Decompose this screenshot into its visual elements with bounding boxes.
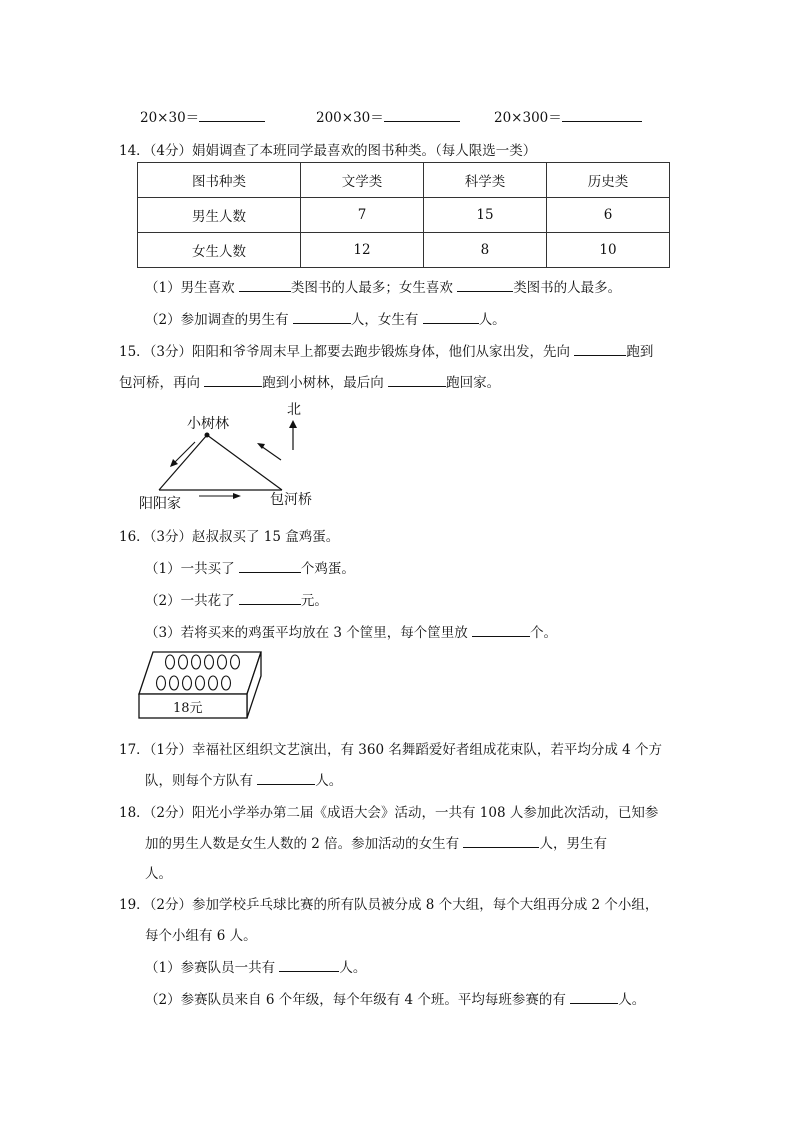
q17-line1: 17．（1分）幸福社区组织文艺演出，有 360 名舞蹈爱好者组成花束队，若平均分成 4 个方 [119,742,663,758]
answer-blank[interactable] [257,771,315,785]
table-header-cell: 图书种类 [138,163,301,198]
north-arrow-icon [289,420,297,450]
survey-table [137,162,670,268]
answer-blank[interactable] [463,834,539,848]
answer-blank[interactable] [562,108,642,122]
table-cell: 10 [546,233,669,268]
answer-blank[interactable] [472,623,530,637]
answer-blank[interactable] [239,559,301,573]
q18-line2 [145,832,607,852]
north-label: 北 [287,402,301,418]
arrow-home-to-bridge-icon [199,493,241,499]
q16-p1-text-a: （1）一共买了 [145,561,235,577]
q14-p2-text-c: 人。 [478,312,506,328]
q19-line1: 19．（2分）参加学校乒乓球比赛的所有队员被分成 8 个大组，每个大组再分成 2 个小组， [119,897,659,913]
q17-text-a: 队，则每个方队有 [145,773,253,789]
q16-part2 [145,589,328,609]
answer-blank[interactable] [574,342,626,356]
q19-line2: 每个小组有 6 人。 [145,928,257,944]
q15-text-e: 跑回家。 [446,375,501,391]
q14-part1 [145,276,621,296]
answer-blank[interactable] [239,591,301,605]
table-cell: 女生人数 [138,233,301,268]
q14-p2-text-a: （2）参加调查的男生有 [145,312,289,328]
q15-text-a: 15．（3分）阳阳和爷爷周末早上都要去跑步锻炼身体，他们从家出发，先向 [119,344,571,360]
table-header-cell: 历史类 [546,163,669,198]
q16-p3-text-b: 个。 [530,625,558,641]
forest-label: 小树林 [187,416,229,432]
q16-part1 [145,557,355,577]
answer-blank[interactable] [570,990,618,1004]
price-label: 18元 [173,701,203,716]
route-line-bridge-forest [207,435,282,490]
answer-blank[interactable] [204,373,262,387]
home-label: 阳阳家 [139,496,181,512]
table-cell: 8 [423,233,546,268]
q16-stem: 16．（3分）赵叔叔买了 15 盒鸡蛋。 [119,529,340,545]
q19-p1-text-b: 人。 [339,960,367,976]
q16-p3-text-a: （3）若将买来的鸡蛋平均放在 3 个筐里，每个筐里放 [145,625,468,641]
table-cell: 15 [423,198,546,233]
answer-blank[interactable] [293,310,351,324]
bridge-label: 包河桥 [270,492,312,508]
table-row [138,198,670,233]
q19-p2-text-b: 人。 [618,992,646,1008]
q16-p2-text-b: 元。 [300,593,328,609]
q15-text-c: 包河桥，再向 [119,375,200,391]
table-row [138,233,670,268]
q14-part2 [145,308,506,328]
answer-blank[interactable] [279,958,339,972]
table-header-row [138,163,670,198]
table-cell: 7 [301,198,424,233]
q18-line3: 人。 [145,866,172,882]
q14-p2-text-b: 人，女生有 [350,312,419,328]
answer-blank[interactable] [384,108,460,122]
q18-text-a: 加的男生人数是女生人数的 2 倍。参加活动的女生有 [145,836,460,852]
q13-a-text: 20×30＝ [140,110,200,126]
table-cell: 6 [546,198,669,233]
answer-blank[interactable] [239,278,291,292]
q19-p1-text-a: （1）参赛队员一共有 [145,960,276,976]
route-map-figure [137,398,327,510]
table-header-cell: 科学类 [423,163,546,198]
route-line-forest-home [159,435,207,490]
q18-text-b: 人，男生有 [539,836,607,852]
q16-p1-text-b: 个鸡蛋。 [300,561,355,577]
q17-text-b: 人。 [315,773,343,789]
q13-item-b [316,106,460,126]
q14-p1-text-a: （1）男生喜欢 [145,280,235,296]
q14-p1-text-c: 类图书的人最多。 [513,280,622,296]
answer-blank[interactable] [388,373,446,387]
q19-part1 [145,956,366,976]
q13-item-c [494,106,642,126]
q19-part2 [145,988,645,1008]
q14-p1-text-b: 类图书的人最多；女生喜欢 [290,280,453,296]
arrow-bridge-to-forest-icon [257,443,281,460]
forest-point [205,433,210,438]
egg-carton-figure [137,646,262,724]
q19-p2-text-a: （2）参赛队员来自 6 个年级，每个年级有 4 个班。平均每班参赛的有 [145,992,566,1008]
table-cell: 12 [301,233,424,268]
answer-blank[interactable] [423,310,479,324]
q16-part3 [145,621,557,641]
q14-stem: 14．（4分）娟娟调查了本班同学最喜欢的图书种类。（每人限选一类） [119,143,537,159]
q18-line1: 18．（2分）阳光小学举办第二届《成语大会》活动，一共有 108 人参加此次活动，已知参 [119,805,659,821]
table-cell: 男生人数 [138,198,301,233]
q13-item-a [140,106,265,126]
table-header-cell: 文学类 [301,163,424,198]
q15-line2 [119,371,500,391]
answer-blank[interactable] [457,278,513,292]
q13-b-text: 200×30＝ [316,110,384,126]
q17-line2 [145,769,342,789]
q15-text-d: 跑到小树林，最后向 [262,375,384,391]
q15-line1 [119,340,653,360]
q16-p2-text-a: （2）一共花了 [145,593,235,609]
q15-text-b: 跑到 [626,344,654,360]
q13-c-text: 20×300＝ [494,110,562,126]
answer-blank[interactable] [199,108,265,122]
